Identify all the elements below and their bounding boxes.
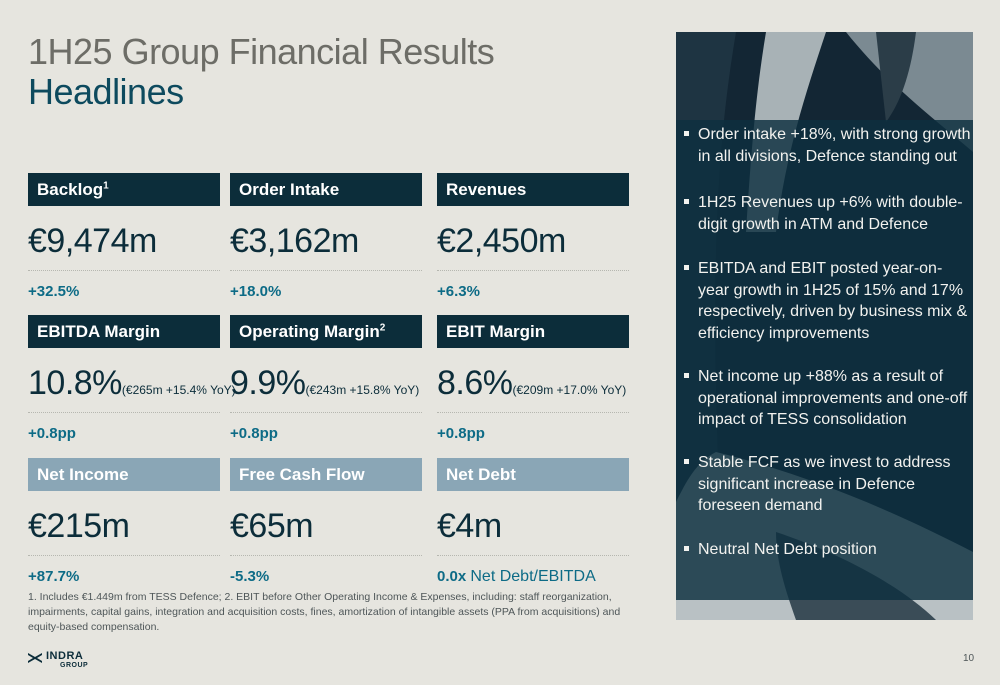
list-item: Stable FCF as we invest to address significant increase in Defence foreseen demand — [676, 452, 973, 517]
card-change: 0.0x Net Debt/EBITDA — [437, 568, 596, 585]
divider — [437, 412, 629, 413]
card-change: +6.3% — [437, 283, 480, 300]
card-header: Operating Margin$^2$ — [230, 315, 422, 348]
card-change: +0.8pp — [230, 425, 278, 442]
page-title — [28, 32, 494, 112]
divider — [230, 412, 422, 413]
title-line-2: Headlines — [28, 71, 184, 112]
divider — [28, 555, 220, 556]
list-item: Order intake +18%, with strong growth in all divisions, Defence standing out — [676, 124, 973, 167]
card-header: Net Debt — [437, 458, 629, 491]
card-header: Revenues — [437, 173, 629, 206]
divider — [230, 270, 422, 271]
logo-sub: GROUP — [60, 662, 89, 669]
card-order-intake — [230, 173, 422, 300]
card-revenues — [437, 173, 629, 300]
card-change: +32.5% — [28, 283, 80, 300]
divider — [28, 270, 220, 271]
logo-name: INDRA — [46, 650, 84, 662]
divider — [437, 270, 629, 271]
card-value-detail: (€265m +15.4% YoY) — [121, 383, 236, 397]
card-change: +18.0% — [230, 283, 282, 300]
card-change: +0.8pp — [437, 425, 485, 442]
indra-logo-icon — [28, 653, 42, 663]
divider — [230, 555, 422, 556]
card-header: Backlog$^1$ — [28, 173, 220, 206]
card-value: 8.6%(€209m +17.0% YoY) — [437, 364, 627, 402]
card-header: Free Cash Flow — [230, 458, 422, 491]
card-ebit-margin — [437, 315, 629, 442]
card-operating-margin — [230, 315, 422, 442]
card-value: €65m — [230, 507, 314, 545]
card-header: EBITDA Margin — [28, 315, 220, 348]
page-number: 10 — [963, 653, 975, 664]
card-value: 9.9%(€243m +15.8% YoY) — [230, 364, 420, 402]
list-item: Neutral Net Debt position — [676, 539, 973, 561]
title-line-1: 1H25 Group Financial Results — [28, 31, 495, 72]
card-value: €9,474m — [28, 222, 157, 260]
card-value-detail: (€243m +15.8% YoY) — [305, 383, 420, 397]
card-value: €3,162m — [230, 222, 359, 260]
card-header: EBIT Margin — [437, 315, 629, 348]
card-change: -5.3% — [230, 568, 270, 585]
list-item: EBITDA and EBIT posted year-on-year growth in 1H25 of 15% and 17% respectively, driven by business mix & efficiency improvements — [676, 258, 973, 344]
card-value: €215m — [28, 507, 130, 545]
card-change: +87.7% — [28, 568, 80, 585]
divider — [28, 412, 220, 413]
footnote: 1. Includes €1.449m from TESS Defence; 2. EBIT before Other Operating Income & Expenses, including: staff reorganization, impairments, capital gains, integration and acquisition costs, fines, amortization of intangible assets (PPA from acquisitions) and equity-based compensation. — [28, 591, 621, 633]
card-ebitda-margin — [28, 315, 236, 442]
card-change: +0.8pp — [28, 425, 76, 442]
card-value: €4m — [437, 507, 502, 545]
card-backlog — [28, 173, 220, 300]
card-header: Net Income — [28, 458, 220, 491]
card-value: €2,450m — [437, 222, 566, 260]
card-value-detail: (€209m +17.0% YoY) — [512, 383, 627, 397]
list-item: Net income up +88% as a result of operational improvements and one-off impact of TESS consolidation — [676, 366, 973, 431]
list-item: 1H25 Revenues up +6% with double-digit growth in ATM and Defence — [676, 192, 973, 235]
card-free-cash-flow — [230, 458, 422, 585]
card-value: 10.8%(€265m +15.4% YoY) — [28, 364, 236, 402]
card-net-income — [28, 458, 220, 585]
divider — [437, 555, 629, 556]
company-logo — [28, 651, 88, 670]
card-header: Order Intake — [230, 173, 422, 206]
card-net-debt — [437, 458, 629, 586]
